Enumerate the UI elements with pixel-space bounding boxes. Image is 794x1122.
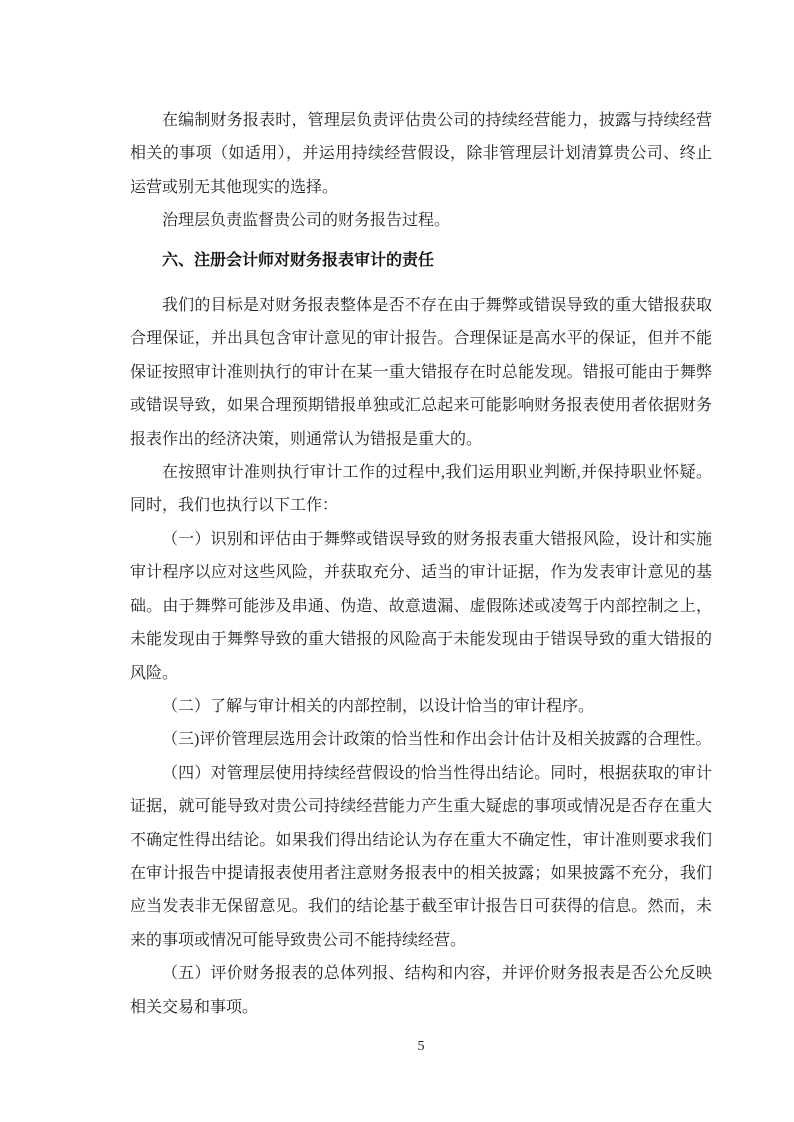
paragraph-item-3: （三)评价管理层选用会计政策的恰当性和作出会计估计及相关披露的合理性。 bbox=[162, 731, 712, 749]
paragraph-audit-objective: 我们的目标是对财务报表整体是否不存在由于舞弊或错误导致的重大错报获取合理保证，并出具包含审计意见的审计报告。合理保证是高水平的保证，但并不能保证按照审计准则执行的审计在某一重大错报存在时总能发现。错报可能由于舞弊或错误导致，如果合理预期错报单独或汇总起来可能影响财务报表使用者依据财务报表作出的经济决策，则通常认为错报是重大的。 bbox=[130, 297, 712, 448]
page-number: 5 bbox=[417, 1039, 425, 1054]
paragraph-item-5: （五）评价财务报表的总体列报、结构和内容，并评价财务报表是否公允反映相关交易和事项。 bbox=[130, 965, 712, 1016]
paragraph-item-4: （四）对管理层使用持续经营假设的恰当性得出结论。同时，根据获取的审计证据，就可能导致对贵公司持续经营能力产生重大疑虑的事项或情况是否存在重大不确定性得出结论。如果我们得出结论认为存在重大不确定性，审计准则要求我们在审计报告中提请报表使用者注意财务报表中的相关披露；如果披露不充分，我们应当发表非无保留意见。我们的结论基于截至审计报告日可获得的信息。然而，未来的事项或情况可能导致贵公司不能持续经营。 bbox=[130, 764, 712, 949]
paragraph-professional-judgment: 在按照审计准则执行审计工作的过程中,我们运用职业判断,并保持职业怀疑。同时，我们也执行以下工作： bbox=[130, 464, 712, 515]
paragraph-item-1: （一）识别和评估由于舞弊或错误导致的财务报表重大错报风险，设计和实施审计程序以应对这些风险，并获取充分、适当的审计证据，作为发表审计意见的基础。由于舞弊可能涉及串通、伪造、故意遗漏、虚假陈述或凌驾于内部控制之上，未能发现由于舞弊导致的重大错报的风险高于未能发现由于错误导致的重大错报的风险。 bbox=[130, 530, 712, 682]
page-footer bbox=[130, 1038, 712, 1056]
paragraph-governance-oversight: 治理层负责监督贵公司的财务报告过程。 bbox=[162, 212, 451, 230]
paragraph-item-2: （二）了解与审计相关的内部控制，以设计恰当的审计程序。 bbox=[162, 697, 595, 715]
section-heading-auditor-responsibility: 六、注册会计师对财务报表审计的责任 bbox=[162, 251, 435, 269]
page-body bbox=[130, 104, 712, 1024]
paragraph-going-concern-mgmt: 在编制财务报表时，管理层负责评估贵公司的持续经营能力，披露与持续经营相关的事项（如适用），并运用持续经营假设，除非管理层计划清算贵公司、终止运营或别无其他现实的选择。 bbox=[130, 112, 712, 196]
